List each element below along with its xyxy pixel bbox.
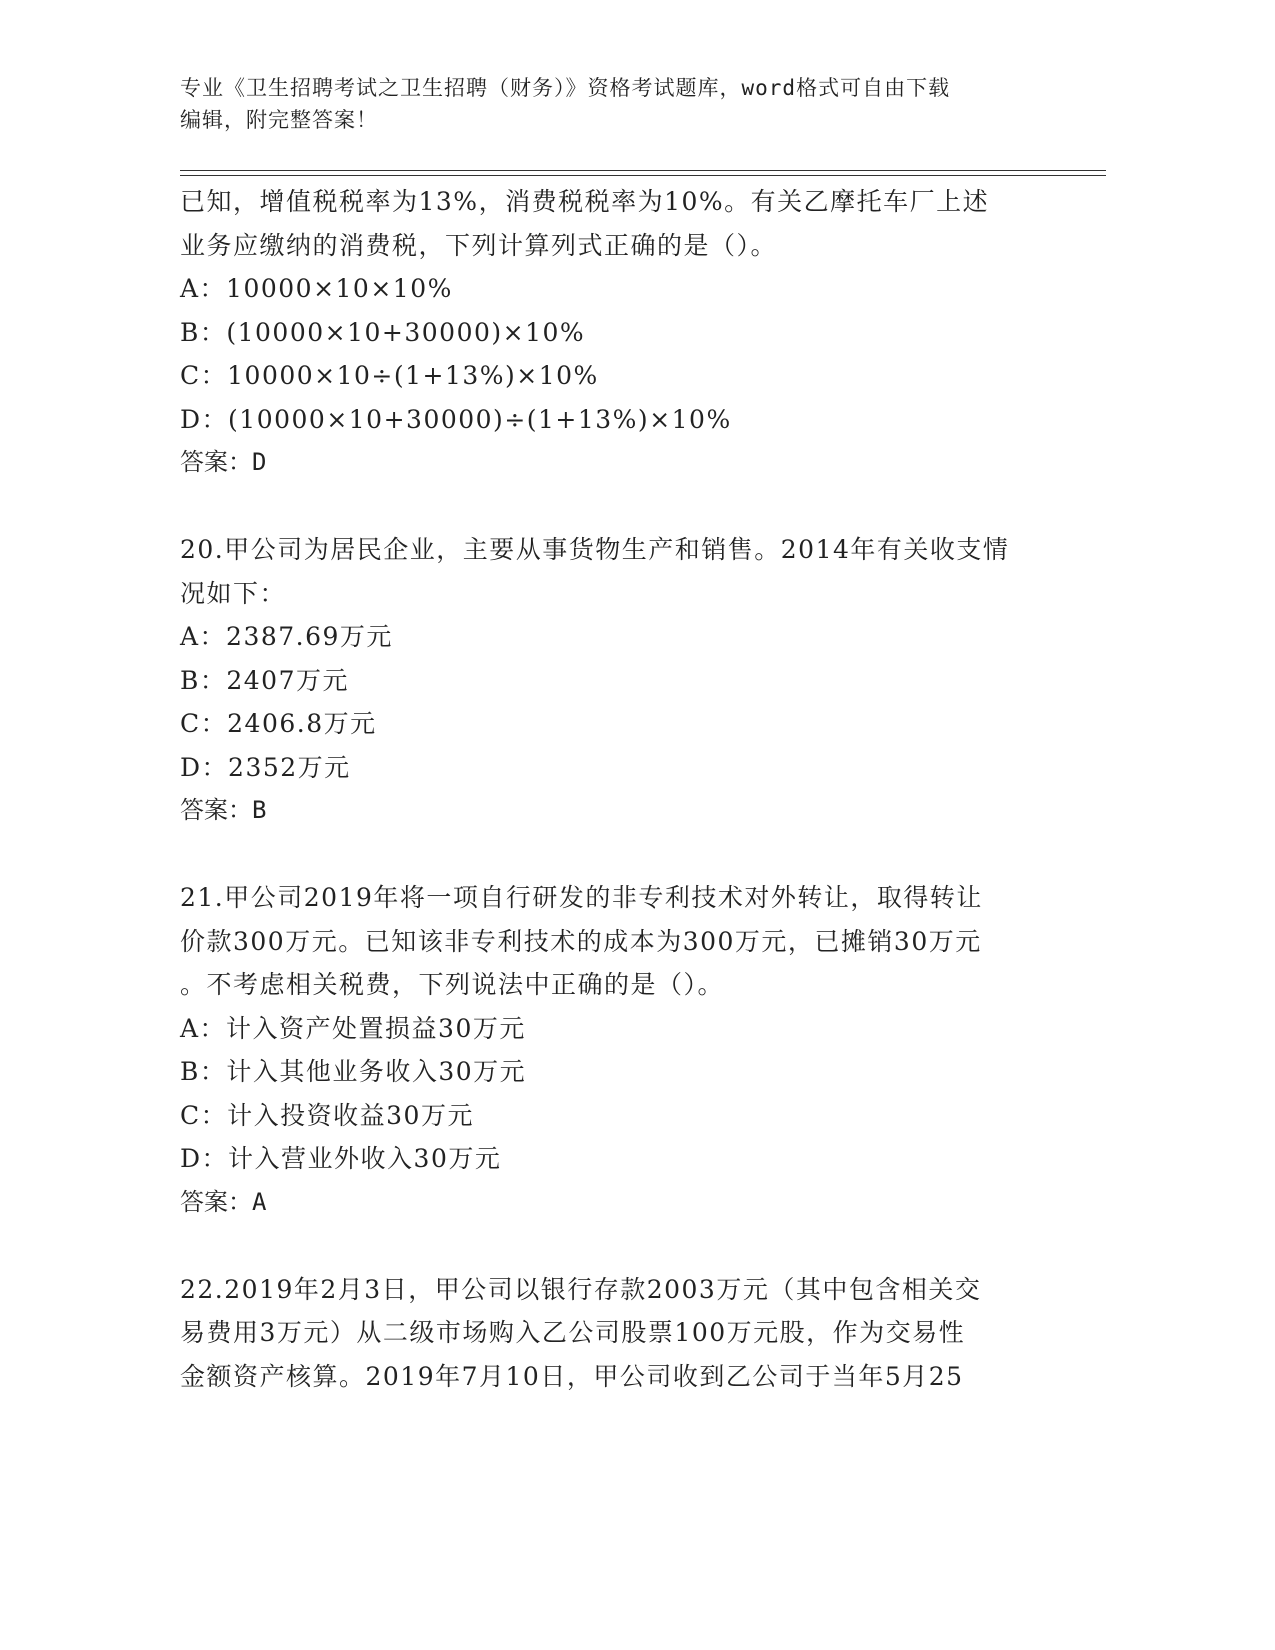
answer: 答案：D (180, 448, 267, 476)
spacer (180, 1224, 1040, 1268)
question-20 (180, 528, 1040, 833)
option-a: A：2387.69万元 (180, 622, 393, 651)
option-c: C：2406.8万元 (180, 709, 377, 738)
answer: 答案：A (180, 1187, 267, 1216)
question-text: 况如下： (180, 578, 287, 608)
question-text: 价款300万元。已知该非专利技术的成本为300万元，已摊销30万元 (180, 926, 982, 956)
header-divider-bottom (180, 175, 1106, 176)
option-b: B：2407万元 (180, 665, 349, 695)
document-header (180, 72, 1060, 136)
option-a: A：10000×10×10% (180, 274, 453, 303)
question-text: 已知，增值税税率为13%，消费税税率为10%。有关乙摩托车厂上述 (180, 187, 990, 216)
question-text: 20.甲公司为居民企业，主要从事货物生产和销售。2014年有关收支情 (180, 535, 1010, 564)
spacer (180, 833, 1040, 877)
header-divider-top (180, 170, 1106, 171)
header-line-1: 专业《卫生招聘考试之卫生招聘（财务）》资格考试题库，word格式可自由下载 (180, 76, 951, 100)
spacer (180, 485, 1040, 529)
answer: 答案：B (180, 796, 267, 824)
option-d: D：计入营业外收入30万元 (180, 1144, 502, 1173)
question-text: 21.甲公司2019年将一项自行研发的非专利技术对外转让，取得转让 (180, 883, 983, 912)
option-d: D：(10000×10+30000)÷(1+13%)×10% (180, 404, 732, 434)
option-c: C：计入投资收益30万元 (180, 1100, 474, 1130)
question-text: 22.2019年2月3日，甲公司以银行存款2003万元（其中包含相关交 (180, 1274, 982, 1304)
option-d: D：2352万元 (180, 752, 351, 782)
option-b: B：计入其他业务收入30万元 (180, 1057, 527, 1086)
question-list (180, 180, 1040, 1398)
question-21 (180, 876, 1040, 1224)
header-line-2: 编辑，附完整答案！ (180, 108, 378, 132)
option-a: A：计入资产处置损益30万元 (180, 1013, 526, 1043)
option-b: B：(10000×10+30000)×10% (180, 317, 586, 347)
question-text: 金额资产核算。2019年7月10日，甲公司收到乙公司于当年5月25 (180, 1361, 964, 1391)
question-text: 易费用3万元）从二级市场购入乙公司股票100万元股，作为交易性 (180, 1318, 966, 1347)
question-text: 。不考虑相关税费，下列说法中正确的是（）。 (180, 970, 725, 999)
question-text: 业务应缴纳的消费税，下列计算列式正确的是（）。 (180, 230, 778, 260)
question-19 (180, 180, 1040, 485)
question-22 (180, 1268, 1040, 1399)
option-c: C：10000×10÷(1+13%)×10% (180, 361, 599, 390)
